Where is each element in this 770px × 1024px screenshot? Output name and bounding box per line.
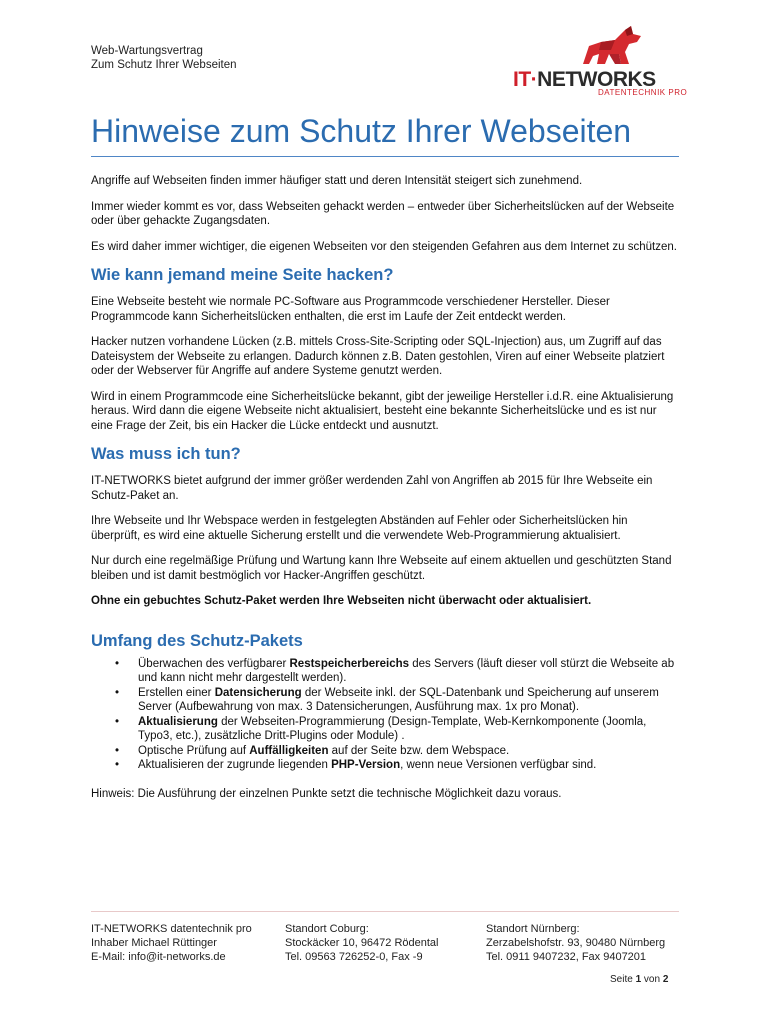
- footer-location-coburg: [285, 922, 439, 964]
- list-item: [91, 686, 679, 715]
- footer-coburg-address: Stockäcker 10, 96472 Rödental: [285, 937, 439, 949]
- bullet: •: [115, 744, 120, 757]
- item-text: der Webseite inkl. der SQL-Datenbank und Speicherung auf unserem Server (Aufbewahrung von max. 3 Datensicherungen, Ausführung max. 1x pro Monat).: [138, 686, 659, 713]
- footer-nuernberg-address: Zerzabelshofstr. 93, 90480 Nürnberg: [486, 937, 666, 949]
- item-text: des Servers (läuft dieser voll stürzt die Webseite ab und kann nicht mehr dargestellt werden).: [138, 657, 675, 684]
- bullet: •: [115, 759, 120, 771]
- item-keyword: PHP-Version: [331, 759, 401, 771]
- scope-note: Hinweis: Die Ausführung der einzelnen Punkte setzt die technische Möglichkeit dazu voraus.: [91, 787, 562, 800]
- intro-paragraph-2: Immer wieder kommt es vor, dass Webseiten gehackt werden – entweder über Sicherheitslücken auf der Webseite oder über gehackte Zugangsdaten.: [91, 200, 675, 227]
- section2-paragraph-3: Nur durch eine regelmäßige Prüfung und Wartung kann Ihre Webseite auf einem aktuellen und geschützten Stand bleiben und ist damit bestmöglich vor Hacker-Angriffen geschützt.: [91, 555, 672, 582]
- footer-nuernberg-label: Standort Nürnberg:: [486, 923, 580, 935]
- footer-nuernberg-phone: Tel. 0911 9407232, Fax 9407201: [486, 951, 647, 963]
- header-line-1: Web-Wartungsvertrag: [91, 45, 203, 57]
- section1-paragraph-3: Wird in einem Programmcode eine Sicherheitslücke bekannt, gibt der jeweilige Hersteller i.d.R. eine Aktualisierung heraus. Wird dann die eigene Webseite nicht aktualisiert, besteht eine bekannte Sicherheitslücke und es ist nur eine Frage der Zeit, bis ein Hacker die Lücke entdeckt und ausnutzt.: [91, 390, 674, 432]
- list-item: [91, 744, 679, 759]
- page-label: Seite: [610, 974, 633, 985]
- section-heading-what-to-do: Was muss ich tun?: [91, 445, 241, 463]
- bullet: •: [115, 657, 120, 670]
- logo-networks: NETWORKS: [537, 68, 656, 91]
- page-total: 2: [662, 974, 669, 985]
- footer-company: [91, 922, 252, 964]
- item-text: Aktualisieren der zugrunde liegenden: [138, 759, 332, 771]
- item-keyword: Auffälligkeiten: [249, 744, 329, 757]
- scope-list: [91, 657, 679, 773]
- section2-emphasis: Ohne ein gebuchtes Schutz-Paket werden Ihre Webseiten nicht überwacht oder aktualisiert.: [91, 595, 592, 607]
- bullet: •: [115, 686, 120, 699]
- item-text: Erstellen einer: [138, 686, 215, 699]
- logo-dot: ·: [530, 68, 538, 91]
- item-keyword: Datensicherung: [214, 686, 302, 699]
- header-line-2: Zum Schutz Ihrer Webseiten: [91, 59, 237, 71]
- page-separator: von: [643, 974, 661, 985]
- footer-divider: [91, 911, 679, 912]
- fox-icon: [575, 24, 645, 68]
- item-keyword: Restspeicherbereichs: [289, 657, 410, 670]
- page-number: [610, 974, 668, 985]
- intro-paragraph-1: Angriffe auf Webseiten finden immer häufiger statt und deren Intensität steigert sich zunehmend.: [91, 175, 583, 187]
- item-text: Überwachen des verfügbarer: [138, 657, 290, 670]
- logo-subtitle: DATENTECHNIK PRO: [598, 88, 688, 97]
- bullet: •: [115, 715, 120, 728]
- page-title: Hinweise zum Schutz Ihrer Webseiten: [91, 113, 632, 149]
- item-text: auf der Seite bzw. dem Webspace.: [328, 744, 510, 757]
- page-current: 1: [635, 974, 642, 985]
- section2-paragraph-1: IT-NETWORKS bietet aufgrund der immer größer werdenden Zahl von Angriffen ab 2015 für Ihre Webseite ein Schutz-Paket an.: [91, 475, 653, 502]
- title-divider: [91, 156, 679, 157]
- footer-company-name: IT-NETWORKS datentechnik pro: [91, 923, 252, 935]
- list-item: [91, 758, 679, 773]
- item-text: der Webseiten-Programmierung (Design-Template, Web-Kernkomponente (Joomla, Typo3, etc.), zusätzliche Dritt-Plugins oder Module) .: [138, 715, 647, 742]
- document-body: [91, 174, 679, 812]
- list-item: [91, 657, 679, 686]
- item-text: , wenn neue Versionen verfügbar sind.: [400, 759, 597, 771]
- section-heading-scope: Umfang des Schutz-Pakets: [91, 631, 303, 650]
- intro-paragraph-3: Es wird daher immer wichtiger, die eigenen Webseiten vor den steigenden Gefahren aus dem Internet zu schützen.: [91, 240, 677, 253]
- section1-paragraph-2: Hacker nutzen vorhandene Lücken (z.B. mittels Cross-Site-Scripting oder SQL-Injection) aus, um Zugriff auf das Dateisystem der Webseite zu erlangen. Dadurch können z.B. Daten gestohlen, Viren auf einer Webseite platziert oder der Webserver für Angriffe auf andere Systeme genutzt werden.: [91, 336, 665, 377]
- list-item: [91, 715, 679, 744]
- document-header: [91, 44, 237, 72]
- section2-paragraph-2: Ihre Webseite und Ihr Webspace werden in festgelegten Abständen auf Fehler oder Sicherheitslücken hin überprüft, es wird eine aktuelle Sicherung erstellt und die verwendete Web-Programmierung aktualisiert.: [91, 515, 628, 542]
- section1-paragraph-1: Eine Webseite besteht wie normale PC-Software aus Programmcode verschiedener Hersteller. Dieser Programmcode kann Sicherheitslücken enthalten, die erst im Laufe der Zeit entdeckt werden.: [91, 296, 610, 323]
- item-keyword: Aktualisierung: [138, 715, 218, 728]
- logo-it: IT: [513, 68, 531, 91]
- section-heading-hacking: Wie kann jemand meine Seite hacken?: [91, 266, 394, 284]
- item-text: Optische Prüfung auf: [138, 744, 250, 757]
- footer-coburg-label: Standort Coburg:: [285, 923, 369, 935]
- footer-email: E-Mail: info@it-networks.de: [91, 951, 226, 963]
- footer-owner: Inhaber Michael Rüttinger: [91, 937, 217, 949]
- footer-coburg-phone: Tel. 09563 726252-0, Fax -9: [285, 951, 423, 963]
- company-logo: [509, 24, 688, 100]
- footer-location-nuernberg: [486, 922, 665, 964]
